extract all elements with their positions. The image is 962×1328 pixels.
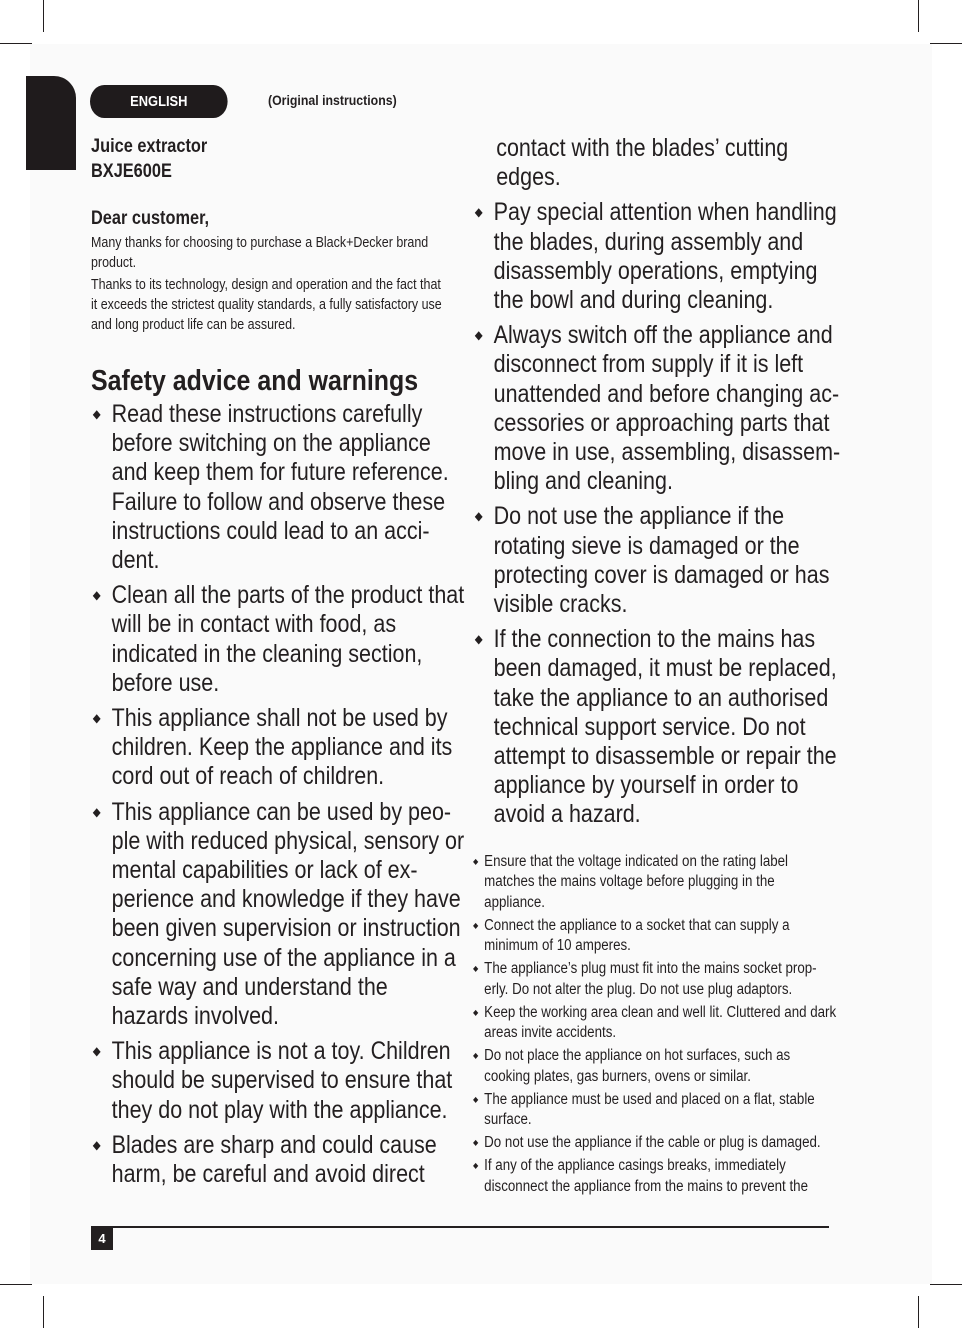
crop-mark bbox=[43, 0, 44, 32]
intro-block bbox=[91, 134, 442, 398]
safety-list-small bbox=[473, 852, 837, 1198]
list-item bbox=[91, 1037, 469, 1125]
bullet-diamond-icon: ◆ bbox=[474, 328, 483, 343]
list-item-text: The appliance’s plug must fit into the mains socket prop-erly. Do not alter the plug. Do not use plug adaptors. bbox=[484, 960, 817, 998]
intro-paragraph: Many thanks for choosing to purchase a Black+Decker brand product. bbox=[91, 235, 429, 271]
list-item bbox=[91, 1131, 469, 1189]
list-item-text: If any of the appliance casings breaks, immediately disconnect the appliance from the mains to prevent the bbox=[484, 1157, 808, 1195]
bullet-diamond-icon: ◆ bbox=[92, 407, 101, 421]
bullet-diamond-icon: ◆ bbox=[473, 964, 479, 974]
side-tab bbox=[26, 76, 76, 170]
list-item bbox=[473, 1090, 837, 1131]
bullet-diamond-icon: ◆ bbox=[92, 711, 101, 726]
list-item-text: Read these instructions carefully before switching on the appliance and keep them for future reference. Failure to follow and observe these instructions could lead to an acci-dent. bbox=[111, 400, 449, 575]
bullet-diamond-icon: ◆ bbox=[92, 1137, 101, 1152]
list-item bbox=[473, 1003, 837, 1044]
crop-mark bbox=[0, 1284, 32, 1285]
section-title: Safety advice and warnings bbox=[91, 365, 419, 397]
product-model: BXJE600E bbox=[91, 161, 172, 182]
list-item-text: If the connection to the mains has been damaged, it must be replaced, take the appliance to an authorised technical support service. Do not attempt to disassemble or repair the appliance by yourself in order to avoid a hazard. bbox=[493, 625, 837, 829]
continued-text: contact with the blades’ cutting edges. bbox=[496, 134, 789, 192]
page-number: 4 bbox=[91, 1228, 113, 1250]
list-item bbox=[473, 1156, 837, 1197]
bullet-diamond-icon: ◆ bbox=[473, 1051, 479, 1061]
list-item bbox=[91, 581, 469, 698]
list-item-text: Blades are sharp and could cause harm, be careful and avoid direct bbox=[111, 1130, 437, 1189]
right-big-block bbox=[473, 134, 841, 830]
list-item-text: Keep the working area clean and well lit. Cluttered and dark areas invite accidents. bbox=[484, 1003, 837, 1042]
list-item bbox=[473, 959, 837, 1000]
intro-paragraph: Thanks to its technology, design and operation and the fact that it exceeds the strictest quality standards, a fully satisfactory use and long product life can be assured. bbox=[91, 277, 442, 333]
bullet-diamond-icon: ◆ bbox=[474, 205, 483, 220]
list-item bbox=[473, 852, 837, 914]
safety-list-right bbox=[473, 198, 841, 829]
left-column bbox=[91, 134, 465, 1195]
crop-mark bbox=[918, 1296, 919, 1328]
list-item bbox=[91, 798, 469, 1032]
product-name: Juice extractor bbox=[91, 136, 208, 157]
language-badge: ENGLISH bbox=[90, 85, 228, 118]
bullet-diamond-icon: ◆ bbox=[92, 588, 101, 603]
list-item bbox=[473, 625, 851, 829]
list-item-text: This appliance shall not be used by children. Keep the appliance and its cord out of reach of children. bbox=[111, 704, 453, 791]
list-item-text: Clean all the parts of the product that will be in contact with food, as indicated in the cleaning section, before use. bbox=[111, 581, 465, 697]
bullet-diamond-icon: ◆ bbox=[92, 804, 101, 819]
instructions-note: (Original instructions) bbox=[268, 92, 397, 108]
list-item bbox=[473, 916, 837, 957]
crop-mark bbox=[0, 43, 32, 44]
crop-mark bbox=[43, 1296, 44, 1328]
bullet-diamond-icon: ◆ bbox=[473, 1138, 479, 1148]
bullet-diamond-icon: ◆ bbox=[473, 1094, 479, 1104]
list-item-text: The appliance must be used and placed on a flat, stable surface. bbox=[484, 1090, 815, 1129]
list-item bbox=[473, 1133, 837, 1154]
bullet-diamond-icon: ◆ bbox=[474, 632, 483, 647]
bullet-diamond-icon: ◆ bbox=[473, 856, 479, 866]
bullet-diamond-icon: ◆ bbox=[474, 509, 483, 524]
list-item-text: Always switch off the appliance and disconnect from supply if it is left unattended and before changing ac-cessories or approaching parts that move in use, assembling, disassem-bling and cleaning. bbox=[493, 321, 841, 496]
bullet-diamond-icon: ◆ bbox=[473, 920, 479, 930]
list-item bbox=[473, 502, 851, 619]
crop-mark bbox=[918, 0, 919, 32]
list-item-text: Pay special attention when handling the blades, during assembly and disassembly operations, emptying the bowl and during cleaning. bbox=[493, 198, 837, 315]
list-item-text: Do not use the appliance if the cable or plug is damaged. bbox=[484, 1134, 821, 1152]
safety-list-left bbox=[91, 400, 465, 1189]
list-item bbox=[473, 321, 851, 496]
right-column bbox=[473, 134, 841, 1200]
list-item-text: Do not place the appliance on hot surfaces, such as cooking plates, gas burners, ovens or similar. bbox=[484, 1047, 791, 1085]
greeting: Dear customer, bbox=[91, 208, 210, 229]
bullet-diamond-icon: ◆ bbox=[473, 1161, 479, 1171]
list-item-text: Do not use the appliance if the rotating sieve is damaged or the protecting cover is damaged or has visible cracks. bbox=[493, 502, 830, 619]
list-item-text: This appliance can be used by peo-ple with reduced physical, sensory or mental capabilities or lack of ex-perience and knowledge if they have been given supervision or instruction concerning use of the appliance in a safe way and understand the hazards involved. bbox=[111, 797, 465, 1031]
bullet-diamond-icon: ◆ bbox=[92, 1044, 101, 1059]
list-item-text: Connect the appliance to a socket that can supply a minimum of 10 amperes. bbox=[484, 916, 790, 955]
list-item-text: Ensure that the voltage indicated on the rating label matches the mains voltage before plugging in the appliance. bbox=[484, 852, 789, 911]
list-item bbox=[91, 400, 469, 575]
footer-divider bbox=[91, 1226, 829, 1228]
crop-mark bbox=[930, 43, 962, 44]
bullet-diamond-icon: ◆ bbox=[473, 1007, 479, 1017]
list-item bbox=[473, 1046, 837, 1087]
list-item bbox=[473, 198, 851, 315]
list-item bbox=[91, 704, 469, 792]
list-item-text: This appliance is not a toy. Children should be supervised to ensure that they do not play with the appliance. bbox=[111, 1037, 453, 1124]
crop-mark bbox=[930, 1284, 962, 1285]
